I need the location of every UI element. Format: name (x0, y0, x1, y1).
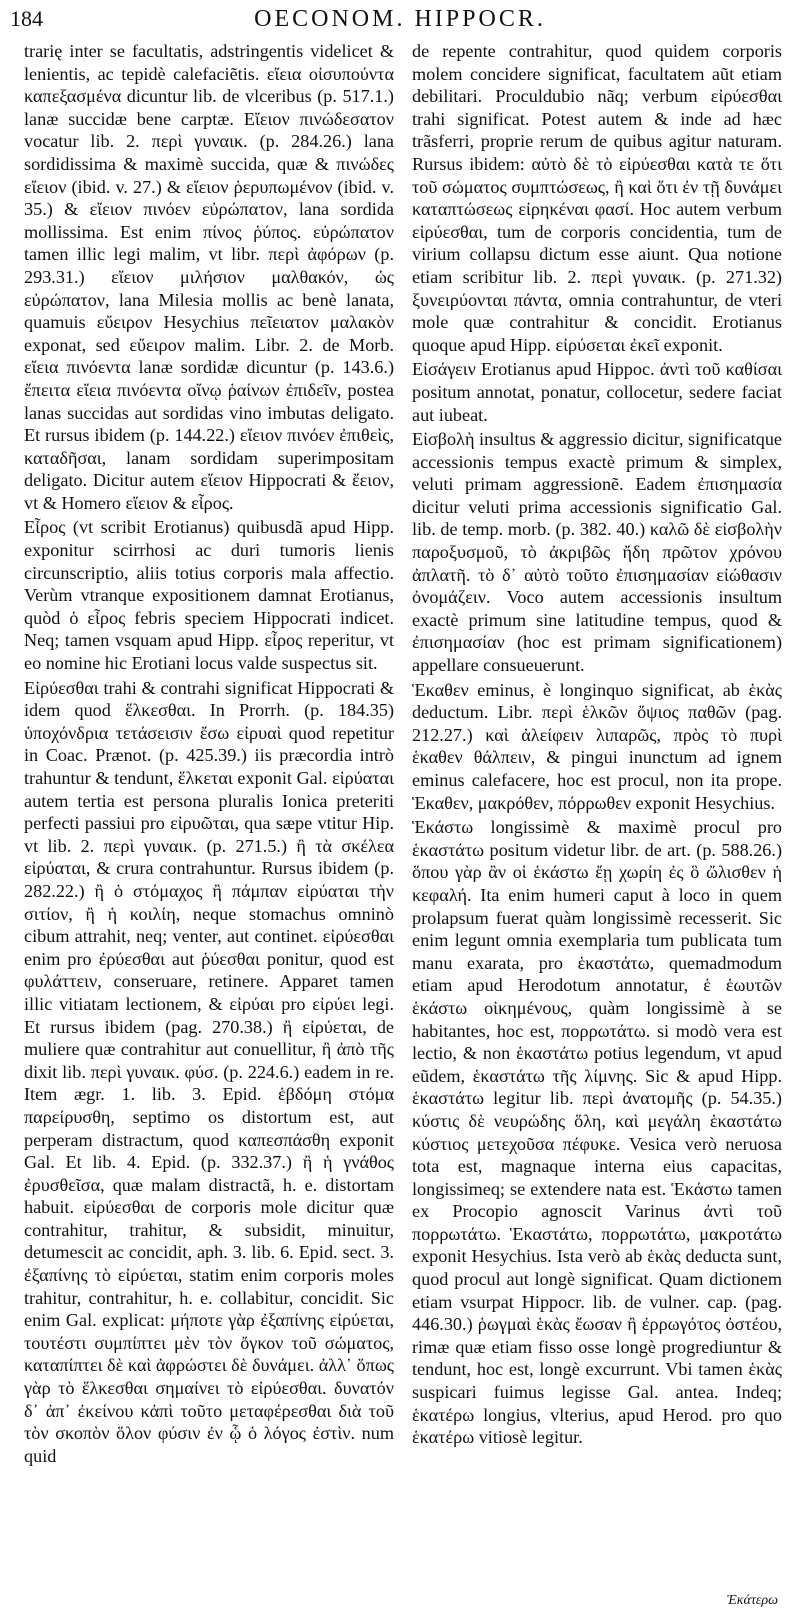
paragraph: Ἑκαθεν eminus, è longinquo significat, ab ἑκὰς deductum. Libr. περὶ ἑλκῶν ὄψιος παθῶν (pag. 212.27.) καὶ ἀλείφειν λιπαρῶς, πρὸς τὸ πυρὶ ἑκαθεν θάλπειν, & pingui inunctum ad ignem eminus calefacere, hoc est procul, non ita prope. Ἑκαθεν, μακρόθεν, πόρρωθεν exponit Hesychius. (412, 679, 782, 813)
catchword: Ἑκάτερω (726, 1593, 778, 1608)
right-column (412, 40, 782, 1581)
paragraph: Ἑκάστω longissimè & maximè procul pro ἑκαστάτω positum videtur libr. de art. (p. 588.26.) ὅπου γὰρ ἂν οἱ ἑκάστω ἔῃ χωρίη ἐς ὃ ὤλισθεν ἡ κεφαλή. Ita enim humeri caput à loco in quem prolapsum fuerat quàm longissimè recesserit. Sic enim legunt omnia exemplaria tum publicata tum manu exarata, pro ἑκαστάτω, quemadmodum etiam apud Herodotum annotatur, ἑ ἑωυτῶν ἑκάστω οἰκημένους, quàm longissimè à se habitantes, hoc est, πορρωτάτω. si modò vera est lectio, & non ἑκαστάτω potius legendum, vt apud eũdem, ἑκαστάτω τῆς λίμνης. Sic & apud Hipp. ἑκαστάτω legitur lib. περὶ ἀνατομῆς (p. 54.35.) κύστις δὲ νευρώδης ὅλη, καὶ μεγάλη ἑκαστάτω κύστιος μετεχοῦσα πέφυκε. Vesica verò neruosa tota est, magnaque interna eius capacitas, longissimeq; se extendere nata est. Ἑκάστω tamen ex Procopio agnoscit Varinus ἀντὶ τοῦ πορρωτάτω. Ἑκαστάτω, πορρωτάτω, μακροτάτω exponit Hesychius. Ista verò ab ἑκὰς deducta sunt, quod procul aut longè significat. Quam dictionem etiam vsurpat Hippocr. lib. de vulner. cap. (pag. 446.30.) ῥωγμαὶ ἑκὰς ἔωσαν ἢ ἐρρωγότος ὀστέου, rimæ quæ etiam fisso osse longè progrediuntur & tendunt, hoc est, longè excurrunt. Vbi tamen ἑκὰς suspicari fuimus legisse Gal. antea. Indeq; ἑκατέρω longius, vlterius, apud Herod. pro quo ἑκατέρω vitiosè legitur. (412, 817, 782, 1448)
running-title: OECONOM. HIPPOCR. (254, 6, 546, 32)
paragraph: Εἰσβολὴ insultus & aggressio dicitur, significatque accessionis tempus exactè primum & simplex, veluti primam aggressionẽ. Eadem ἐπισημασία dicitur veluti prima accessionis significatio Gal. lib. de temp. morb. (p. 382. 40.) καλῶ δὲ εἰσβολὴν παροξυσμοῦ, τὸ ἀκριβῶς ἤδη πρῶτον χρόνου ἀπλατῆ. τὸ δ᾽ αὐτὸ τοῦτο ἐπισημασίαν εἰώθασιν ὀνομάζειν. Voco autem accessionis insultum exactè primum sine latitudine tempus, quod & ἐπισημασίαν (hoc est primam significationem) appellare consueuerunt. (412, 429, 782, 676)
paragraph: Εἶρος (vt scribit Erotianus) quibusdã apud Hipp. exponitur scirrhosi ac duri tumoris lienis circunscriptio, aliis totius corporis mala affectio. Verùm vtranque expositionem damnat Erotianus, quòd ὁ εἶρος febris speciem Hippocrati indicet. Neq; tamen vsquam apud Hipp. εἶρος reperitur, vt eo nomine hic Erotiani locus valde suspectus sit. (24, 517, 394, 674)
paragraph: trarię inter se facultatis, adstringentis videlicet & lenientis, ac tepidè calefaciẽtis. εἴεια οἰσυπούντα καπεξασμένα dicuntur lib. de vlceribus (p. 517.1.) lanæ succidæ bene carptæ. Εἴειον πινώδεσατον vocatur lib. 2. περὶ γυναικ. (p. 284.26.) lana sordidissima & maximè succida, quæ & πινώδες εἴειον (ibid. v. 27.) & εἴειον ῥερυπωμένον (ibid. v. 35.) & εἴειον πινόεν εὐρώπατον, lana sordida mollissima. Est enim πίνος ῥύπος. εὐρώπατον tamen illic legi malim, vt libr. περὶ ἀφόρων (p. 293.31.) εἴειον μιλήσιον μαλθακόν, ὡς εὐρώπατον, lana Milesia mollis ac benè lanata, quamuis εὔειρον Hesychius πεῖειατον μαλακὸν exponat, sed εὔειρον malim. Libr. 2. de Morb. εἴεια πινόεντα lanæ sordidæ dicuntur (p. 143.6.) ἔπειτα εἴεια πινόεντα οἴνῳ ῥαίνων ἐπιδεῖν, postea lanas succidas aut sordidas vino imbutas deligato. Et rursus ibidem (p. 144.22.) εἴειον πινόεν ἐπιθεὶς, καταδῆσαι, lanam sordidam superimpositam deligato. Dicitur autem εἴειον Hippocrati & ἔειον, vt & Homero εἴειον & εἶρος. (24, 41, 394, 513)
page-number: 184 (10, 6, 43, 31)
text-columns (24, 40, 782, 1581)
page-header (0, 6, 800, 40)
left-column (24, 40, 394, 1581)
paragraph: de repente contrahitur, quod quidem corporis molem concidere significat, facultatem aũt etiam debilitari. Proculdubio nãq; verbum εἰρύεσθαι trahi significat. Potest autem & inde ad hæc trãsferri, proprie rerum de quibus agitur naturam. Rursus ibidem: αὐτὸ δὲ τὸ εἰρύεσθαι κατὰ τε ὅτι τοῦ σώματος συμπτώσεως, ἢ καὶ ὅτι ἐν τῇ δυνάμει καταπτώσεως εἰρηκέναι φασί. Hoc autem verbum εἰρύεσθαι, tum de corporis concidentia, tum de virium collapsu dictum esse aiunt. Qua notione etiam scribitur lib. 2. περὶ γυναικ. (p. 271.32) ξυνειρύονται πάντα, omnia contrahuntur, de vteri mole quæ contrahitur & concidit. Erotianus quoque apud Hipp. εἰρύσεται ἐκεῖ exponit. (412, 41, 782, 355)
paragraph: Εἰρύεσθαι trahi & contrahi significat Hippocrati & idem quod ἕλκεσθαι. In Prorrh. (p. 184.35) ὑποχόνδρια τετάσεισιν ἔσω εἰρυαὶ quod repetitur in Coac. Prænot. (p. 425.39.) iis præcordia intrò trahuntur & tendunt, ἕλκεται exponit Gal. εἰρύαται autem tertia est persona pluralis Ionica preteriti perfecti passiui pro εἰρυῶται, qua sæpe vtitur Hip. vt lib. 2. περὶ γυναικ. (p. 271.5.) ἢ τὰ σκέλεα εἰρύαται, & crura contrahuntur. Rursus ibidem (p. 282.22.) ἢ ὁ στόμαχος ἢ πάμπαν εἰρύαται τὴν σιτίον, ἢ ἡ κοιλίη, neque stomachus omninò cibum attrahit, neq; venter, aut continet. εἰρύεσθαι enim pro ἐρύεσθαι aut ῥύεσθαι ponitur, quod est φυλάττειν, conseruare, retinere. Apparet tamen illic vitiatam lectionem, & εἰρύαι pro εἰρύει legi. Et rursus ibidem (pag. 270.38.) ἢ εἰρύεται, de muliere quæ contrahitur aut conuellitur, ἢ ἀπὸ τῆς dixit lib. περὶ γυναικ. φύσ. (p. 224.6.) eadem in re. Item ægr. 1. lib. 3. Epid. ἑβδόμη στόμα παρείρυσθη, septimo os distortum est, aut perperam distractum, quod καπεσπάσθη exponit Gal. Et lib. 4. Epid. (p. 332.37.) ἢ ἡ γνάθος ἐρυσθεῖσα, quæ malam distractã, h. e. distortam habuit. εἰρύεσθαι de corporis mole dicitur quæ contrahitur, trahitur, & subsidit, minuitur, detumescit ac concidit, aph. 3. lib. 6. Epid. sect. 3. ἐξαπίνης τὸ εἰρύεται, statim enim corporis moles trahitur, contrahitur, h. e. collabitur, concidit. Sic enim Gal. explicat: μήποτε γὰρ ἐξαπίνης εἰρύεται, τουτέστι συμπίπτει μὲν τὸν ὄγκον τοῦ σώματος, καταπίπτει δὲ καὶ ἀφρώστει δὲ δυνάμει. ἀλλ᾽ ὅπως γὰρ τὸ ἕλκεσθαι σημαίνει τὸ εἰρύεσθαι. δυνατόν δ᾽ ἀπ᾽ ἐκείνου κἀπὶ τοῦτο μεταφέρεσθαι διὰ τοῦ τὸν σκοπὸν ὅλον φύσιν ἐν ᾧ ὁ λόγος ἐστὶν. num quid (24, 677, 394, 1466)
paragraph: Εἰσάγειν Erotianus apud Hippoc. ἀντὶ τοῦ καθίσαι positum annotat, ponatur, collocetur, sedere faciat aut iubeat. (412, 359, 782, 425)
